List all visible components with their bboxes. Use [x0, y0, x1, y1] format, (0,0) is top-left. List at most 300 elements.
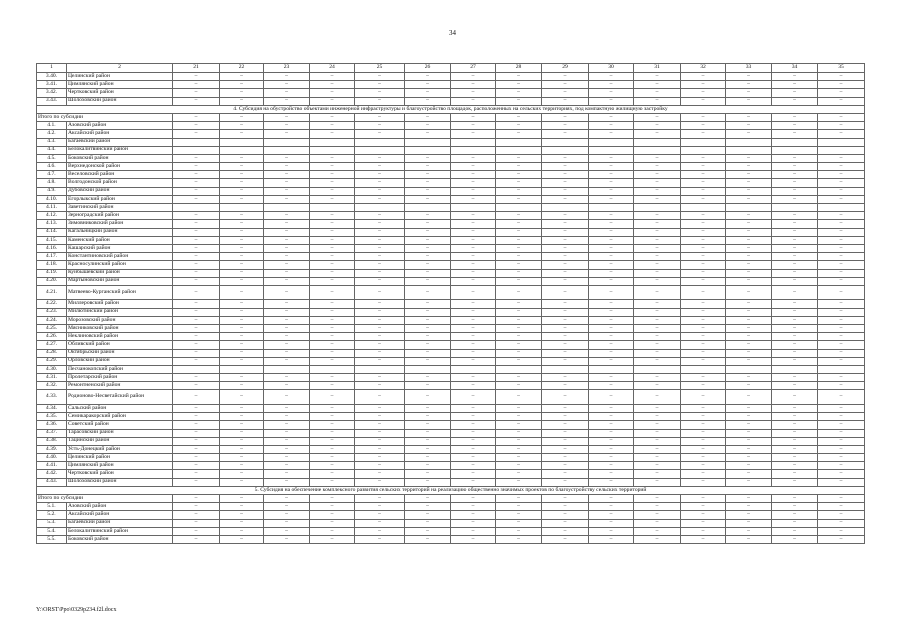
value-cell: –	[634, 212, 681, 220]
value-cell: –	[264, 308, 310, 316]
district-name: Куйбышевский район	[67, 269, 173, 277]
district-name: Аксайский район	[67, 511, 173, 519]
value-cell: –	[264, 253, 310, 261]
value-cell: –	[818, 154, 865, 162]
value-cell: –	[451, 445, 496, 453]
district-name: Советский район	[67, 421, 173, 429]
value-cell: –	[681, 357, 726, 365]
value-cell: –	[451, 228, 496, 236]
value-cell: –	[818, 478, 865, 486]
value-cell: –	[772, 220, 818, 228]
table-row	[37, 535, 865, 543]
value-cell: –	[589, 495, 634, 503]
value-cell: –	[451, 269, 496, 277]
value-cell: –	[726, 341, 772, 349]
district-name: Миллеровский район	[67, 300, 173, 308]
value-cell: –	[451, 97, 496, 105]
table-row	[37, 454, 865, 462]
table-row	[37, 519, 865, 527]
value-cell	[542, 365, 589, 373]
value-cell: –	[542, 382, 589, 390]
value-cell: –	[173, 220, 220, 228]
row-number: 4.2.	[37, 130, 67, 138]
value-cell: –	[451, 349, 496, 357]
value-cell: –	[310, 97, 355, 105]
row-number: 4.17.	[37, 253, 67, 261]
value-cell: –	[589, 421, 634, 429]
value-cell: –	[681, 341, 726, 349]
value-cell: –	[264, 421, 310, 429]
value-cell: –	[496, 357, 542, 365]
value-cell: –	[405, 285, 451, 300]
value-cell: –	[542, 97, 589, 105]
value-cell: –	[542, 429, 589, 437]
value-cell: –	[355, 163, 405, 171]
value-cell: –	[496, 89, 542, 97]
value-cell: –	[772, 503, 818, 511]
value-cell: –	[726, 89, 772, 97]
value-cell: –	[264, 228, 310, 236]
value-cell: –	[310, 462, 355, 470]
value-cell	[173, 138, 220, 146]
value-cell: –	[589, 503, 634, 511]
value-cell: –	[542, 113, 589, 121]
value-cell: –	[634, 285, 681, 300]
value-cell: –	[496, 130, 542, 138]
value-cell: –	[634, 421, 681, 429]
value-cell: –	[355, 421, 405, 429]
value-cell: –	[496, 171, 542, 179]
value-cell: –	[634, 187, 681, 195]
value-cell: –	[496, 349, 542, 357]
value-cell: –	[310, 277, 355, 285]
value-cell: –	[634, 220, 681, 228]
value-cell: –	[681, 73, 726, 81]
value-cell: –	[772, 511, 818, 519]
value-cell: –	[818, 470, 865, 478]
table-row	[37, 89, 865, 97]
row-number: 4.20.	[37, 277, 67, 285]
value-cell: –	[451, 81, 496, 89]
value-cell: –	[726, 261, 772, 269]
table-row	[37, 187, 865, 195]
value-cell: –	[589, 122, 634, 130]
value-cell: –	[634, 154, 681, 162]
value-cell: –	[220, 253, 264, 261]
table-row	[37, 324, 865, 332]
value-cell: –	[220, 154, 264, 162]
value-cell: –	[726, 285, 772, 300]
value-cell: –	[496, 228, 542, 236]
value-cell: –	[772, 253, 818, 261]
value-cell: –	[681, 478, 726, 486]
value-cell: –	[220, 404, 264, 412]
value-cell: –	[818, 212, 865, 220]
district-name: Тацинский район	[67, 437, 173, 445]
value-cell: –	[220, 341, 264, 349]
value-cell: –	[451, 89, 496, 97]
value-cell: –	[496, 519, 542, 527]
value-cell: –	[451, 236, 496, 244]
value-cell: –	[496, 244, 542, 252]
row-number: 4.16.	[37, 244, 67, 252]
value-cell: –	[726, 236, 772, 244]
value-cell: –	[726, 113, 772, 121]
district-name: Чертковский район	[67, 470, 173, 478]
value-cell: –	[451, 519, 496, 527]
value-cell: –	[634, 81, 681, 89]
value-cell: –	[355, 113, 405, 121]
row-number: 5.2.	[37, 511, 67, 519]
value-cell: –	[589, 445, 634, 453]
value-cell: –	[726, 421, 772, 429]
value-cell: –	[405, 349, 451, 357]
value-cell: –	[264, 527, 310, 535]
value-cell: –	[589, 130, 634, 138]
column-header-25: 25	[355, 64, 405, 73]
value-cell: –	[355, 97, 405, 105]
value-cell: –	[818, 341, 865, 349]
value-cell: –	[355, 503, 405, 511]
value-cell: –	[772, 445, 818, 453]
value-cell: –	[173, 349, 220, 357]
value-cell	[264, 138, 310, 146]
value-cell: –	[726, 220, 772, 228]
value-cell: –	[772, 187, 818, 195]
value-cell: –	[310, 130, 355, 138]
value-cell: –	[726, 228, 772, 236]
value-cell: –	[772, 357, 818, 365]
value-cell: –	[220, 519, 264, 527]
value-cell: –	[726, 445, 772, 453]
value-cell: –	[220, 195, 264, 203]
value-cell: –	[355, 535, 405, 543]
value-cell	[542, 204, 589, 212]
row-number: 4.27.	[37, 341, 67, 349]
value-cell: –	[173, 495, 220, 503]
value-cell: –	[542, 195, 589, 203]
value-cell: –	[542, 454, 589, 462]
value-cell: –	[355, 527, 405, 535]
value-cell: –	[173, 277, 220, 285]
value-cell: –	[681, 462, 726, 470]
value-cell: –	[220, 81, 264, 89]
value-cell: –	[726, 519, 772, 527]
value-cell: –	[405, 413, 451, 421]
value-cell: –	[173, 244, 220, 252]
value-cell: –	[589, 308, 634, 316]
value-cell: –	[220, 300, 264, 308]
value-cell: –	[405, 390, 451, 405]
value-cell: –	[264, 341, 310, 349]
value-cell: –	[173, 535, 220, 543]
value-cell	[451, 204, 496, 212]
value-cell: –	[173, 421, 220, 429]
value-cell: –	[818, 300, 865, 308]
value-cell	[496, 204, 542, 212]
table-row	[37, 300, 865, 308]
table-row	[37, 179, 865, 187]
value-cell	[264, 365, 310, 373]
district-name: Кагальницкий район	[67, 228, 173, 236]
value-cell	[634, 204, 681, 212]
value-cell: –	[542, 300, 589, 308]
value-cell: –	[355, 187, 405, 195]
row-number: 4.12.	[37, 212, 67, 220]
value-cell: –	[405, 357, 451, 365]
value-cell: –	[355, 212, 405, 220]
value-cell: –	[818, 73, 865, 81]
value-cell: –	[405, 122, 451, 130]
value-cell: –	[818, 261, 865, 269]
value-cell: –	[681, 236, 726, 244]
district-name: Шолоховский район	[67, 478, 173, 486]
row-number: 4.13.	[37, 220, 67, 228]
value-cell: –	[173, 195, 220, 203]
value-cell: –	[772, 212, 818, 220]
table-row	[37, 421, 865, 429]
table-row	[37, 163, 865, 171]
value-cell: –	[772, 285, 818, 300]
value-cell: –	[681, 390, 726, 405]
value-cell: –	[772, 413, 818, 421]
value-cell: –	[542, 470, 589, 478]
value-cell: –	[496, 421, 542, 429]
value-cell: –	[310, 261, 355, 269]
value-cell: –	[681, 308, 726, 316]
value-cell: –	[818, 382, 865, 390]
value-cell: –	[496, 236, 542, 244]
total-label: Итого по субсидии	[37, 113, 173, 121]
value-cell: –	[681, 324, 726, 332]
district-name: Морозовский район	[67, 316, 173, 324]
value-cell: –	[589, 341, 634, 349]
row-number: 4.14.	[37, 228, 67, 236]
value-cell: –	[355, 89, 405, 97]
value-cell: –	[355, 390, 405, 405]
row-number: 4.15.	[37, 236, 67, 244]
value-cell: –	[681, 333, 726, 341]
value-cell: –	[310, 187, 355, 195]
value-cell	[451, 365, 496, 373]
value-cell: –	[310, 527, 355, 535]
value-cell: –	[451, 195, 496, 203]
table-row	[37, 413, 865, 421]
value-cell: –	[310, 382, 355, 390]
value-cell: –	[220, 73, 264, 81]
value-cell: –	[542, 130, 589, 138]
value-cell: –	[726, 212, 772, 220]
value-cell: –	[589, 154, 634, 162]
value-cell: –	[772, 300, 818, 308]
value-cell: –	[264, 261, 310, 269]
district-name: Белокалитвинский район	[67, 146, 173, 154]
value-cell: –	[405, 244, 451, 252]
value-cell: –	[173, 404, 220, 412]
value-cell: –	[310, 341, 355, 349]
value-cell: –	[726, 324, 772, 332]
district-name: Усть-Донецкий район	[67, 445, 173, 453]
table-row	[37, 437, 865, 445]
value-cell: –	[772, 113, 818, 121]
value-cell: –	[405, 374, 451, 382]
value-cell: –	[681, 511, 726, 519]
value-cell: –	[496, 154, 542, 162]
value-cell: –	[772, 382, 818, 390]
value-cell: –	[726, 97, 772, 105]
table-row	[37, 269, 865, 277]
value-cell: –	[542, 73, 589, 81]
value-cell: –	[496, 437, 542, 445]
value-cell: –	[589, 285, 634, 300]
value-cell: –	[634, 316, 681, 324]
value-cell: –	[451, 535, 496, 543]
value-cell: –	[818, 179, 865, 187]
value-cell: –	[681, 413, 726, 421]
value-cell: –	[173, 89, 220, 97]
table-row	[37, 316, 865, 324]
value-cell: –	[681, 519, 726, 527]
value-cell: –	[264, 413, 310, 421]
value-cell: –	[589, 81, 634, 89]
value-cell: –	[220, 179, 264, 187]
value-cell	[772, 365, 818, 373]
value-cell: –	[681, 382, 726, 390]
value-cell: –	[220, 413, 264, 421]
value-cell: –	[310, 404, 355, 412]
value-cell: –	[496, 429, 542, 437]
value-cell	[451, 146, 496, 154]
value-cell: –	[310, 324, 355, 332]
value-cell: –	[542, 437, 589, 445]
value-cell: –	[355, 73, 405, 81]
value-cell: –	[681, 187, 726, 195]
value-cell: –	[772, 454, 818, 462]
value-cell: –	[264, 122, 310, 130]
value-cell: –	[726, 187, 772, 195]
value-cell: –	[818, 404, 865, 412]
value-cell: –	[405, 179, 451, 187]
district-name: Каменский район	[67, 236, 173, 244]
value-cell: –	[220, 308, 264, 316]
value-cell: –	[451, 285, 496, 300]
value-cell: –	[542, 285, 589, 300]
value-cell: –	[496, 341, 542, 349]
value-cell: –	[772, 341, 818, 349]
value-cell: –	[681, 171, 726, 179]
table-row	[37, 470, 865, 478]
value-cell: –	[772, 179, 818, 187]
value-cell: –	[405, 195, 451, 203]
value-cell: –	[310, 113, 355, 121]
value-cell: –	[542, 187, 589, 195]
value-cell: –	[310, 470, 355, 478]
row-number: 5.5.	[37, 535, 67, 543]
value-cell: –	[264, 445, 310, 453]
value-cell: –	[634, 163, 681, 171]
row-number: 3.41.	[37, 81, 67, 89]
value-cell	[310, 138, 355, 146]
value-cell: –	[542, 228, 589, 236]
value-cell: –	[542, 89, 589, 97]
district-name: Тарасовский район	[67, 429, 173, 437]
value-cell: –	[681, 253, 726, 261]
value-cell: –	[542, 527, 589, 535]
value-cell: –	[634, 130, 681, 138]
value-cell: –	[726, 171, 772, 179]
value-cell: –	[589, 374, 634, 382]
column-header-26: 26	[405, 64, 451, 73]
value-cell: –	[589, 212, 634, 220]
value-cell: –	[405, 511, 451, 519]
value-cell: –	[264, 470, 310, 478]
value-cell: –	[355, 374, 405, 382]
value-cell: –	[726, 308, 772, 316]
value-cell: –	[681, 81, 726, 89]
value-cell: –	[634, 179, 681, 187]
value-cell: –	[542, 421, 589, 429]
value-cell: –	[451, 404, 496, 412]
value-cell: –	[264, 374, 310, 382]
value-cell: –	[310, 390, 355, 405]
value-cell: –	[264, 244, 310, 252]
column-header-22: 22	[220, 64, 264, 73]
value-cell: –	[496, 261, 542, 269]
value-cell: –	[451, 113, 496, 121]
table-row	[37, 308, 865, 316]
column-header-33: 33	[726, 64, 772, 73]
value-cell: –	[818, 122, 865, 130]
value-cell	[818, 365, 865, 373]
value-cell: –	[405, 404, 451, 412]
value-cell: –	[542, 171, 589, 179]
value-cell: –	[451, 244, 496, 252]
value-cell: –	[405, 277, 451, 285]
value-cell: –	[264, 429, 310, 437]
row-number: 4.10.	[37, 195, 67, 203]
value-cell: –	[818, 349, 865, 357]
value-cell: –	[772, 535, 818, 543]
value-cell: –	[726, 179, 772, 187]
value-cell: –	[726, 130, 772, 138]
value-cell: –	[451, 374, 496, 382]
value-cell	[220, 146, 264, 154]
row-number: 4.22.	[37, 300, 67, 308]
row-number: 5.1.	[37, 503, 67, 511]
value-cell: –	[681, 429, 726, 437]
row-number: 4.28.	[37, 349, 67, 357]
district-name: Белокалитвинский район	[67, 527, 173, 535]
value-cell: –	[451, 316, 496, 324]
value-cell: –	[818, 316, 865, 324]
value-cell	[310, 146, 355, 154]
district-name: Зерноградский район	[67, 212, 173, 220]
value-cell: –	[634, 454, 681, 462]
value-cell	[589, 204, 634, 212]
value-cell: –	[173, 454, 220, 462]
value-cell: –	[818, 421, 865, 429]
value-cell: –	[818, 535, 865, 543]
value-cell: –	[772, 130, 818, 138]
value-cell: –	[818, 228, 865, 236]
table-row	[37, 204, 865, 212]
value-cell: –	[772, 470, 818, 478]
value-cell: –	[772, 89, 818, 97]
value-cell: –	[542, 462, 589, 470]
value-cell: –	[405, 341, 451, 349]
value-cell: –	[634, 462, 681, 470]
value-cell: –	[264, 81, 310, 89]
